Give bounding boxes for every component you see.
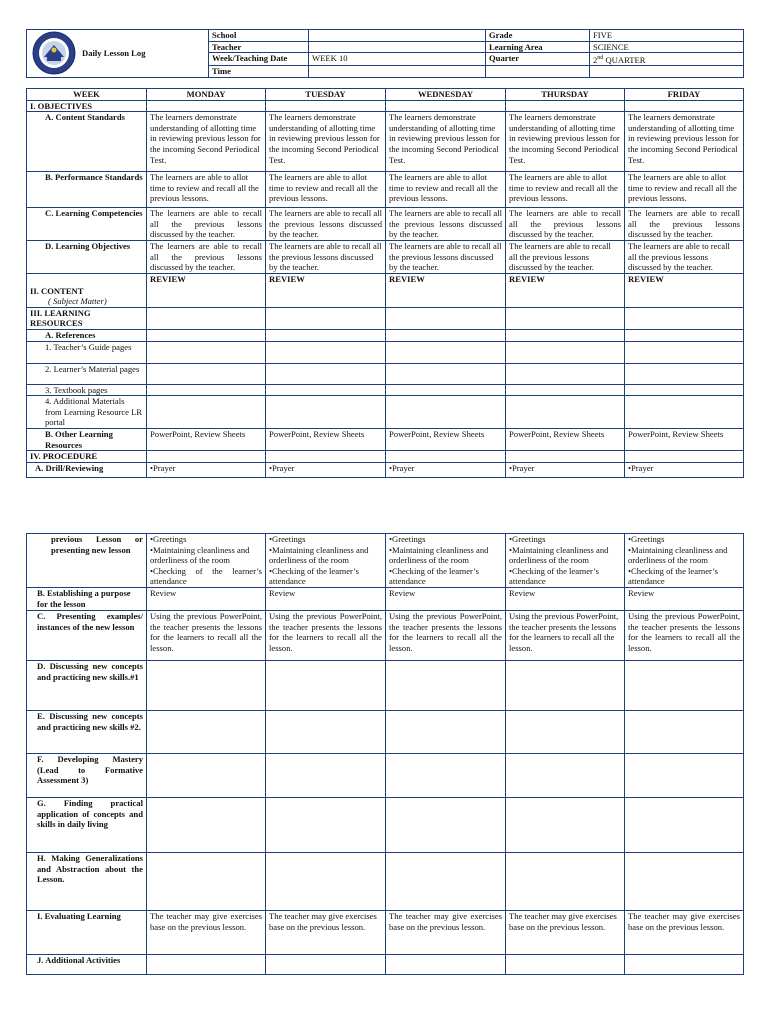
cell-text: The learners demonstrate understanding of allotting time in reviewing previous lesson for the incoming Second Periodical Test.: [506, 112, 625, 172]
cell-text: The learners are able to allot time to review and recall all the previous lessons.: [386, 172, 506, 208]
quarter-label: Quarter: [486, 53, 590, 66]
cell-text: The teacher may give exercises base on the previous lesson.: [266, 910, 386, 954]
cell-greetings: •Greetings •Maintaining cleanliness and orderliness of the room •Checking of the learner’s attendance: [147, 534, 266, 588]
col-wednesday: WEDNESDAY: [386, 89, 506, 101]
row-additional-activities: J. Additional Activities: [27, 954, 147, 974]
row-learning-competencies: C. Learning Competencies: [27, 208, 147, 241]
cell-text: Review: [147, 587, 266, 610]
section-objectives: I. OBJECTIVES: [27, 100, 147, 112]
cell-text: The learners demonstrate understanding of allotting time in reviewing previous lesson for the incoming Second Periodical Test.: [625, 112, 744, 172]
section-learning-resources: III. LEARNING RESOURCES: [27, 307, 147, 329]
cell-review: REVIEW: [506, 273, 625, 307]
lesson-log-table-page1: [26, 88, 744, 478]
cell-text: •Prayer: [147, 462, 266, 477]
row-generalizations: H. Making Generalizations and Abstraction about the Lesson.: [27, 852, 147, 910]
cell-text: PowerPoint, Review Sheets: [266, 428, 386, 450]
cell-text: Using the previous PowerPoint, the teacher presents the lessons for the learners to recall all the lesson.: [266, 610, 386, 660]
col-thursday: THURSDAY: [506, 89, 625, 101]
section-content: II. CONTENT ( Subject Matter): [27, 273, 147, 307]
cell-text: The teacher may give exercises base on the previous lesson.: [506, 910, 625, 954]
cell-text: The teacher may give exercises base on the previous lesson.: [625, 910, 744, 954]
row-discussing-2: E. Discussing new concepts and practicing new skills #2.: [27, 710, 147, 753]
row-practical-application: G. Finding practical application of concepts and skills in daily living: [27, 797, 147, 852]
row-previous-lesson: previous Lesson or presenting new lesson: [27, 534, 147, 588]
teaching-date-label: Week/Teaching Date: [209, 53, 309, 66]
cell-text: The learners are able to recall all the previous lessons discussed by the teacher.: [506, 240, 625, 273]
teacher-label: Teacher: [209, 41, 309, 53]
cell-text: PowerPoint, Review Sheets: [386, 428, 506, 450]
blank-value: [590, 66, 744, 78]
time-label: Time: [209, 66, 309, 78]
learning-area-label: Learning Area: [486, 41, 590, 53]
cell-text: Review: [625, 587, 744, 610]
cell-text: Using the previous PowerPoint, the teacher presents the lessons for the learners to recall all the lesson.: [506, 610, 625, 660]
row-discussing-1: D. Discussing new concepts and practicing new skills.#1: [27, 660, 147, 710]
cell-text: •Prayer: [266, 462, 386, 477]
cell-text: The learners are able to recall all the previous lessons discussed by the teacher.: [625, 240, 744, 273]
row-presenting-examples: C. Presenting examples/ instances of the new lesson: [27, 610, 147, 660]
school-value: [309, 30, 486, 42]
cell-text: Using the previous PowerPoint, the teacher presents the lessons for the learners to recall all the lesson.: [386, 610, 506, 660]
col-monday: MONDAY: [147, 89, 266, 101]
row-learning-objectives: D. Learning Objectives: [27, 240, 147, 273]
cell-text: The learners are able to allot time to review and recall all the previous lessons.: [147, 172, 266, 208]
grade-label: Grade: [486, 30, 590, 42]
cell-text: Using the previous PowerPoint, the teacher presents the lessons for the learners to recall all the lesson.: [147, 610, 266, 660]
cell-text: Using the previous PowerPoint, the teacher presents the lessons for the learners to recall all the lesson.: [625, 610, 744, 660]
teacher-value: [309, 41, 486, 53]
row-references: A. References: [27, 329, 147, 341]
header-table: [26, 29, 744, 78]
learning-area-value: SCIENCE: [590, 41, 744, 53]
row-establishing-purpose: B. Establishing a purpose for the lesson: [27, 587, 147, 610]
cell-text: The learners are able to recall all the previous lessons discussed by the teacher.: [386, 240, 506, 273]
cell-text: The learners are able to recall all the previous lessons discussed by the teacher.: [147, 240, 266, 273]
cell-greetings: •Greetings •Maintaining cleanliness and orderliness of the room •Checking of the learner’s attendance: [506, 534, 625, 588]
cell-text: Review: [386, 587, 506, 610]
deped-seal-icon: [32, 31, 76, 75]
row-content-standards: A. Content Standards: [27, 112, 147, 172]
lesson-log-table-page2: [26, 533, 744, 975]
cell-text: The learners are able to recall all the previous lessons discussed by the teacher.: [625, 208, 744, 241]
col-tuesday: TUESDAY: [266, 89, 386, 101]
cell-text: PowerPoint, Review Sheets: [506, 428, 625, 450]
cell-review: REVIEW: [147, 273, 266, 307]
cell-text: The learners are able to allot time to review and recall all the previous lessons.: [266, 172, 386, 208]
cell-text: The learners are able to recall all the previous lessons discussed by the teacher.: [147, 208, 266, 241]
page-title: Daily Lesson Log: [82, 48, 146, 59]
cell-review: REVIEW: [625, 273, 744, 307]
cell-text: The learners demonstrate understanding of allotting time in reviewing previous lesson for the incoming Second Periodical Test.: [147, 112, 266, 172]
teaching-date-value: WEEK 10: [309, 53, 486, 66]
quarter-value: 2nd QUARTER: [590, 53, 744, 66]
cell-greetings: •Greetings •Maintaining cleanliness and orderliness of the room •Checking of the learner’s attendance: [266, 534, 386, 588]
cell-text: The teacher may give exercises base on the previous lesson.: [386, 910, 506, 954]
school-label: School: [209, 30, 309, 42]
row-drill-reviewing: A. Drill/Reviewing: [27, 462, 147, 477]
cell-text: PowerPoint, Review Sheets: [147, 428, 266, 450]
section-procedure: IV. PROCEDURE: [27, 451, 147, 463]
row-textbook-pages: 3. Textbook pages: [27, 384, 147, 396]
cell-text: •Prayer: [625, 462, 744, 477]
cell-greetings: •Greetings •Maintaining cleanliness and orderliness of the room •Checking of the learner’s attendance: [625, 534, 744, 588]
row-additional-materials: 4. Additional Materials from Learning Resource LR portal: [27, 396, 147, 429]
cell-text: The learners demonstrate understanding of allotting time in reviewing previous lesson for the incoming Second Periodical Test.: [266, 112, 386, 172]
row-learners-material: 2. Learner’s Material pages: [27, 363, 147, 384]
cell-text: The teacher may give exercises base on the previous lesson.: [147, 910, 266, 954]
cell-text: The learners are able to allot time to review and recall all the previous lessons.: [506, 172, 625, 208]
cell-text: Review: [266, 587, 386, 610]
cell-text: PowerPoint, Review Sheets: [625, 428, 744, 450]
grade-value: FIVE: [590, 30, 744, 42]
blank-label: [486, 66, 590, 78]
row-performance-standards: B. Performance Standards: [27, 172, 147, 208]
cell-text: The learners are able to allot time to review and recall all the previous lessons.: [625, 172, 744, 208]
logo-cell: [27, 30, 209, 78]
row-teachers-guide: 1. Teacher’s Guide pages: [27, 341, 147, 363]
cell-text: The learners are able to recall all the previous lessons discussed by the teacher.: [386, 208, 506, 241]
col-week: WEEK: [27, 89, 147, 101]
col-friday: FRIDAY: [625, 89, 744, 101]
cell-text: •Prayer: [506, 462, 625, 477]
row-other-resources: B. Other Learning Resources: [27, 428, 147, 450]
time-value: [309, 66, 486, 78]
cell-text: The learners demonstrate understanding of allotting time in reviewing previous lesson for the incoming Second Periodical Test.: [386, 112, 506, 172]
cell-greetings: •Greetings •Maintaining cleanliness and orderliness of the room •Checking of the learner’s attendance: [386, 534, 506, 588]
cell-text: Review: [506, 587, 625, 610]
row-developing-mastery: F. Developing Mastery (Lead to Formative Assessment 3): [27, 753, 147, 797]
cell-text: The learners are able to recall all the previous lessons discussed by the teacher.: [266, 240, 386, 273]
cell-text: The learners are able to recall all the previous lessons discussed by the teacher.: [266, 208, 386, 241]
cell-review: REVIEW: [266, 273, 386, 307]
row-evaluating-learning: I. Evaluating Learning: [27, 910, 147, 954]
cell-review: REVIEW: [386, 273, 506, 307]
cell-text: The learners are able to recall all the previous lessons discussed by the teacher.: [506, 208, 625, 241]
cell-text: •Prayer: [386, 462, 506, 477]
